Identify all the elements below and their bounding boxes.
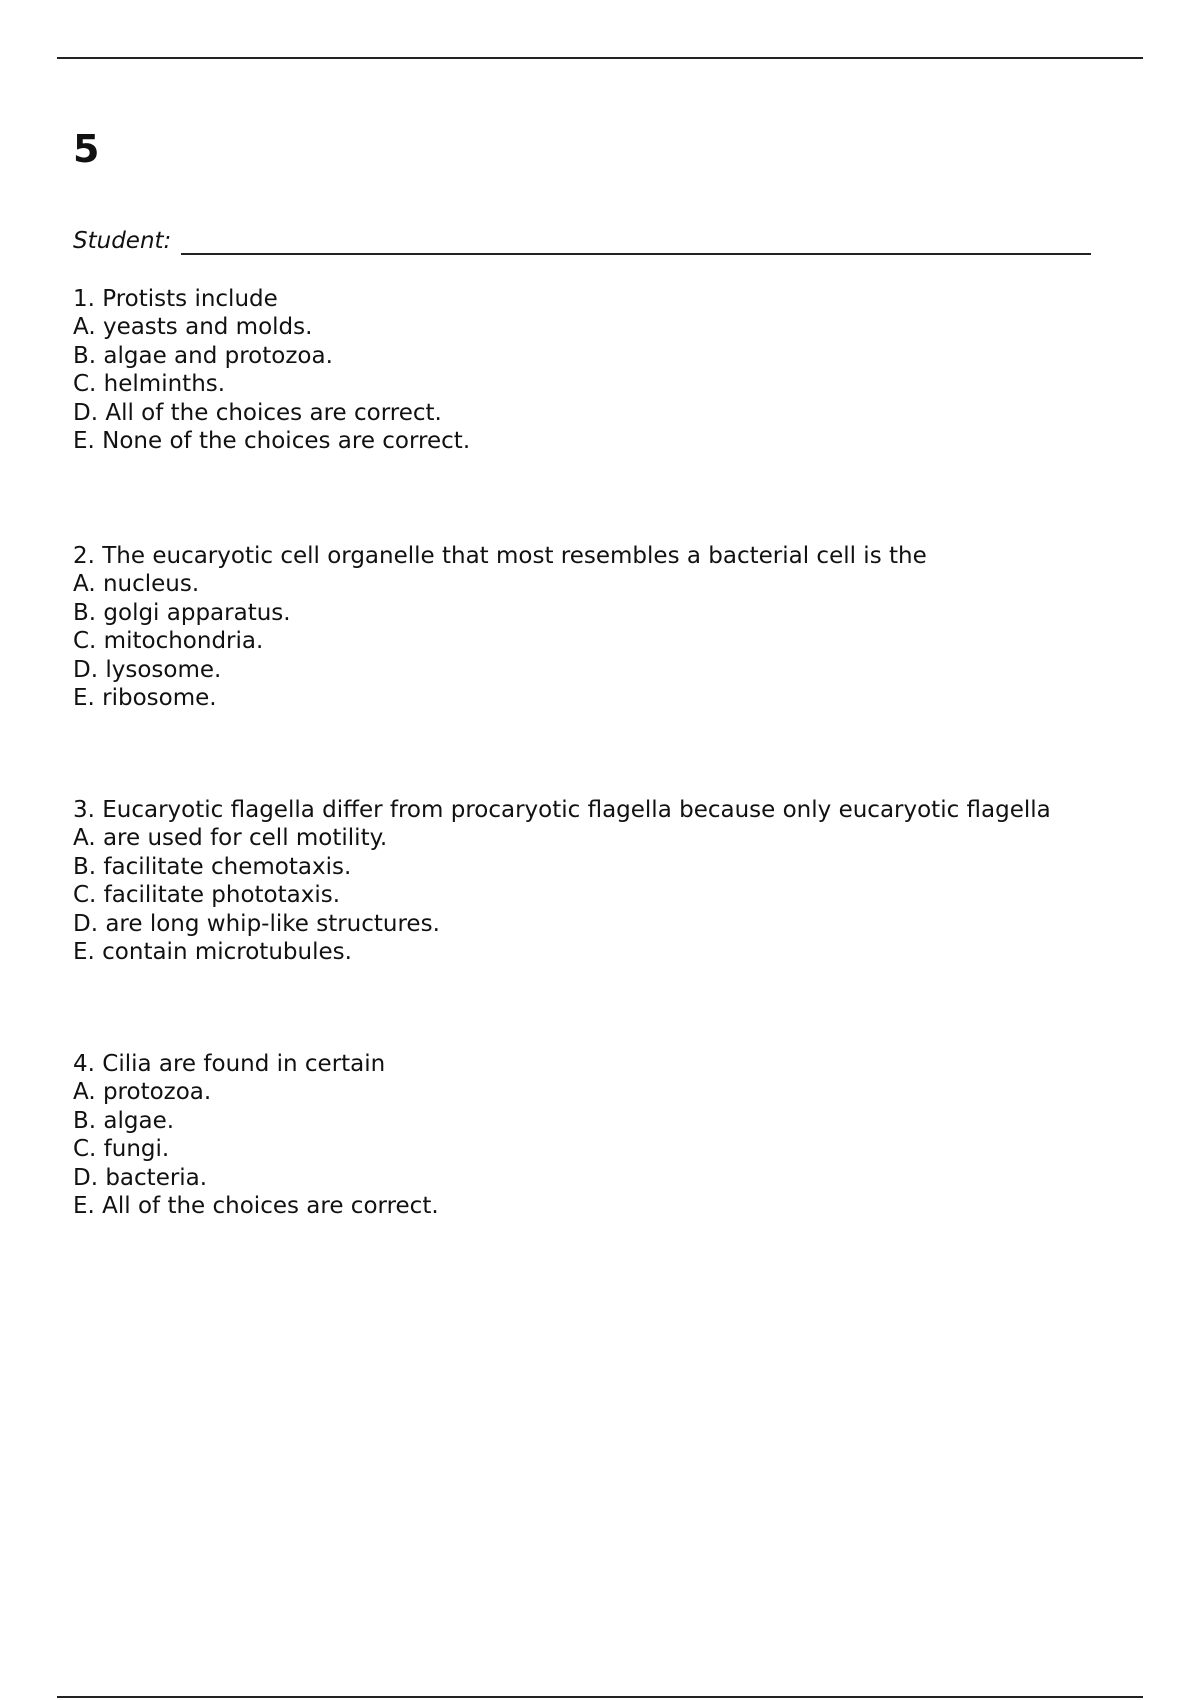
top-rule (57, 57, 1143, 59)
question-stem: 1. Protists include (73, 286, 278, 312)
answer-choice-b: B. algae. (73, 1107, 175, 1134)
question-1 (73, 285, 1153, 455)
answer-choice-a: A. protozoa. (73, 1079, 212, 1106)
answer-choice-b: B. golgi apparatus. (73, 599, 291, 626)
answer-choice-d: D. All of the choices are correct. (73, 399, 442, 426)
answer-choice-a: A. nucleus. (73, 571, 200, 598)
answer-choice-e: E. None of the choices are correct. (73, 428, 471, 455)
answer-choice-b: B. facilitate chemotaxis. (73, 853, 352, 880)
answer-choice-b: B. algae and protozoa. (73, 342, 333, 369)
question-stem: 2. The eucaryotic cell organelle that most resembles a bacterial cell is the (73, 543, 927, 569)
student-name-blank (181, 253, 1091, 255)
question-4 (73, 1050, 1153, 1220)
page-title: 5 (73, 127, 100, 171)
question-3 (73, 796, 1153, 966)
question-stem: 3. Eucaryotic flagella differ from procaryotic flagella because only eucaryotic flagella (73, 797, 1051, 823)
answer-choice-c: C. mitochondria. (73, 628, 264, 655)
answer-choice-c: C. facilitate phototaxis. (73, 882, 341, 909)
question-stem: 4. Cilia are found in certain (73, 1051, 386, 1077)
answer-choice-d: D. bacteria. (73, 1164, 208, 1191)
answer-choice-a: A. yeasts and molds. (73, 314, 313, 341)
answer-choice-d: D. are long whip-like structures. (73, 910, 440, 937)
answer-choice-c: C. helminths. (73, 371, 226, 398)
answer-choice-e: E. contain microtubules. (73, 939, 352, 966)
answer-choice-e: E. ribosome. (73, 685, 217, 712)
answer-choice-d: D. lysosome. (73, 656, 222, 683)
question-2 (73, 542, 1153, 712)
student-label: Student: (73, 228, 172, 254)
answer-choice-a: A. are used for cell motility. (73, 825, 388, 852)
bottom-rule (57, 1696, 1143, 1698)
answer-choice-e: E. All of the choices are correct. (73, 1193, 439, 1220)
student-name-row (73, 224, 1091, 256)
answer-choice-c: C. fungi. (73, 1136, 170, 1163)
